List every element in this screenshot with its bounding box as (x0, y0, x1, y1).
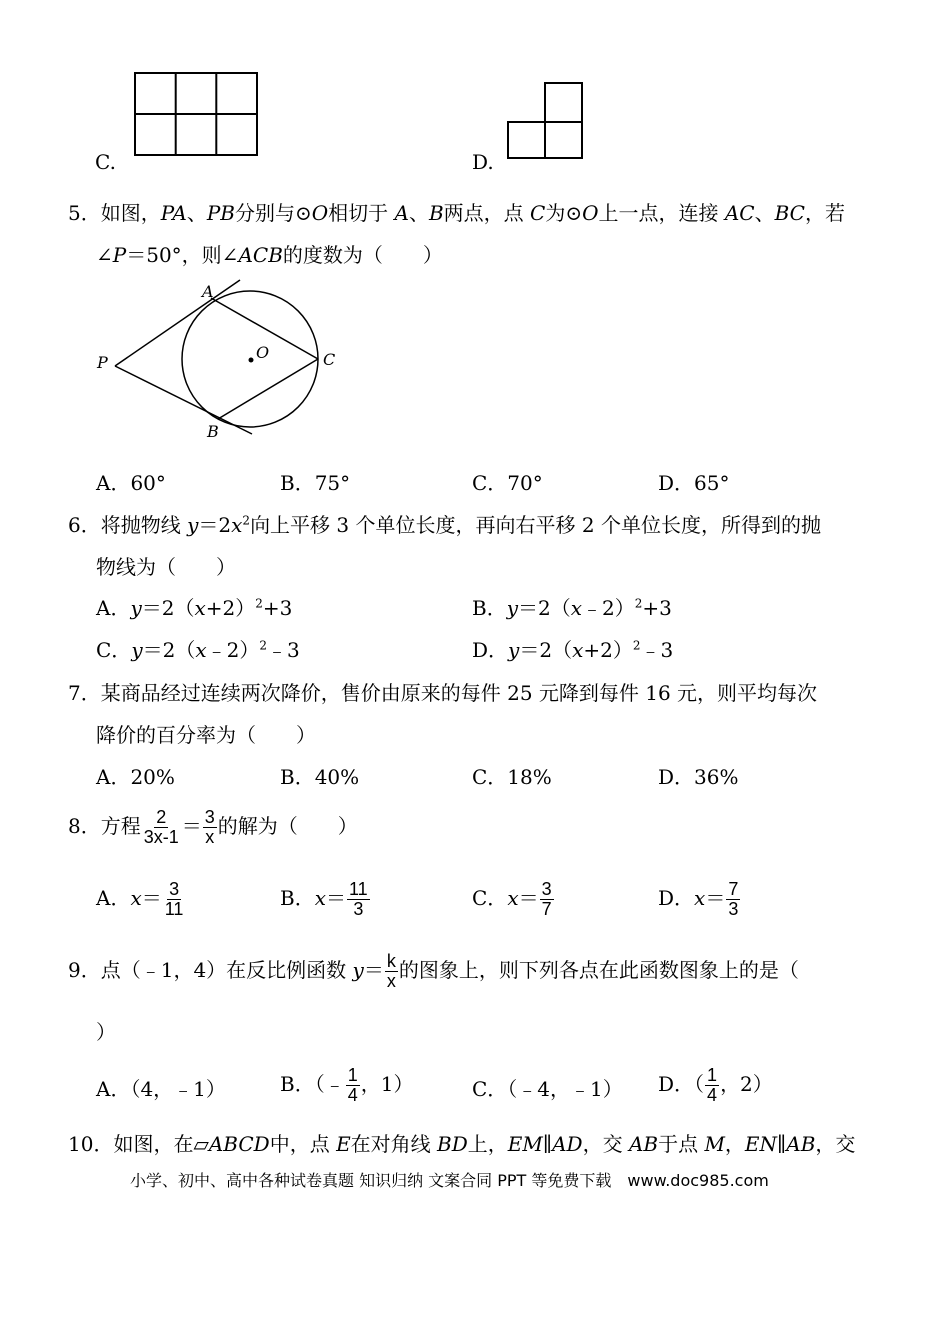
q10-line1: 10．如图，在▱ABCD中，点 E在对角线 BD上，EM∥AD，交 AB于点 M，EN∥AB，交 (68, 1132, 856, 1156)
q9-option-a: A．（4，﹣1） (96, 1077, 226, 1101)
q6-option-c: C．y＝2（x﹣2）$^2$﹣3 (96, 638, 300, 662)
q9-option-b: B．（﹣ $\frac{1}{4}$ ，1） (280, 1065, 414, 1105)
q8-option-c: C．x＝ $\frac{3}{7}$ (472, 879, 552, 919)
q6-option-d: D．$y=2(x+2)^2﹣3$ (472, 638, 674, 662)
q8-fraction-right: $\frac{3}{x}$ (204, 807, 215, 847)
q4-figure-d (505, 80, 590, 162)
q7-option-b: B．40% (280, 765, 360, 789)
q7-option-a: A．20% (96, 765, 175, 789)
q7-line1: 7．某商品经过连续两次降价，售价由原来的每件 25 元降到每件 16 元，则平均每次 (68, 681, 818, 705)
q8-fraction-left: $\frac{2}{3x-1}$ (143, 807, 179, 847)
q5-option-b: B．75° (280, 471, 351, 495)
q4-figure-c (130, 70, 260, 160)
q7-option-d: D．36% (658, 765, 739, 789)
q4-option-d-label: D. (472, 150, 494, 174)
q9-line1: 9．点（﹣1，4）在反比例函数 y＝ $\frac{k}{x}$ 的图象上，则下列各点在此函数图象上的是（ (68, 951, 799, 991)
q5-figure (90, 278, 350, 443)
q5-fig-label-o: O (256, 343, 270, 362)
q5-fig-label-a: A (202, 282, 214, 301)
q8-option-b: B．x＝ $\frac{11}{3}$ (280, 879, 368, 919)
q5-option-c: C．70° (472, 471, 543, 495)
q8-stem: 8．方程 $\frac{2}{3x-1}$ ＝ $\frac{3}{x}$ 的解为（ ） (68, 807, 358, 847)
q8-option-d: D．x＝ $\frac{7}{3}$ (658, 879, 739, 919)
q5-fig-label-p: P (97, 353, 108, 372)
q9-option-c: C．（﹣4，﹣1） (472, 1077, 623, 1101)
q6-option-b: B．y＝2（x﹣2）$^2$+3 (472, 596, 672, 620)
q6-line2: 物线为（ ） (96, 555, 236, 579)
q5-line1: 5．如图，PA、PB分别与⊙O相切于 A、B两点，点 C为⊙O上一点，连接 AC、BC，若 (68, 201, 845, 225)
q6-line1: 6．将抛物线 $y=2x^2$向上平移 3 个单位长度，再向右平移 2 个单位长度，所得到的抛 (68, 513, 821, 537)
q6-option-a: A．$y=2(x+2)^2+3$ (96, 596, 293, 620)
q5-fig-label-c: C (323, 350, 336, 369)
q5-option-d: D．65° (658, 471, 730, 495)
q5-line2: ∠P＝50°，则∠ACB的度数为（ ） (96, 243, 443, 267)
page-footer: 小学、初中、高中各种试卷真题 知识归纳 文案合同 PPT 等免费下载 www.doc985.com (130, 1171, 769, 1190)
q5-fig-label-b: B (207, 422, 219, 441)
q5-option-a: A．60° (96, 471, 166, 495)
q7-line2: 降价的百分率为（ ） (96, 723, 316, 747)
q9-fraction: $\frac{k}{x}$ (386, 951, 396, 991)
q7-option-c: C．18% (472, 765, 552, 789)
q9-line2: ） (96, 1020, 116, 1044)
q8-option-a: A．x＝ $\frac{3}{11}$ (96, 879, 184, 919)
q9-option-d: D．（ $\frac{1}{4}$ ，2） (658, 1065, 773, 1105)
q4-option-c-label: C. (95, 150, 116, 174)
